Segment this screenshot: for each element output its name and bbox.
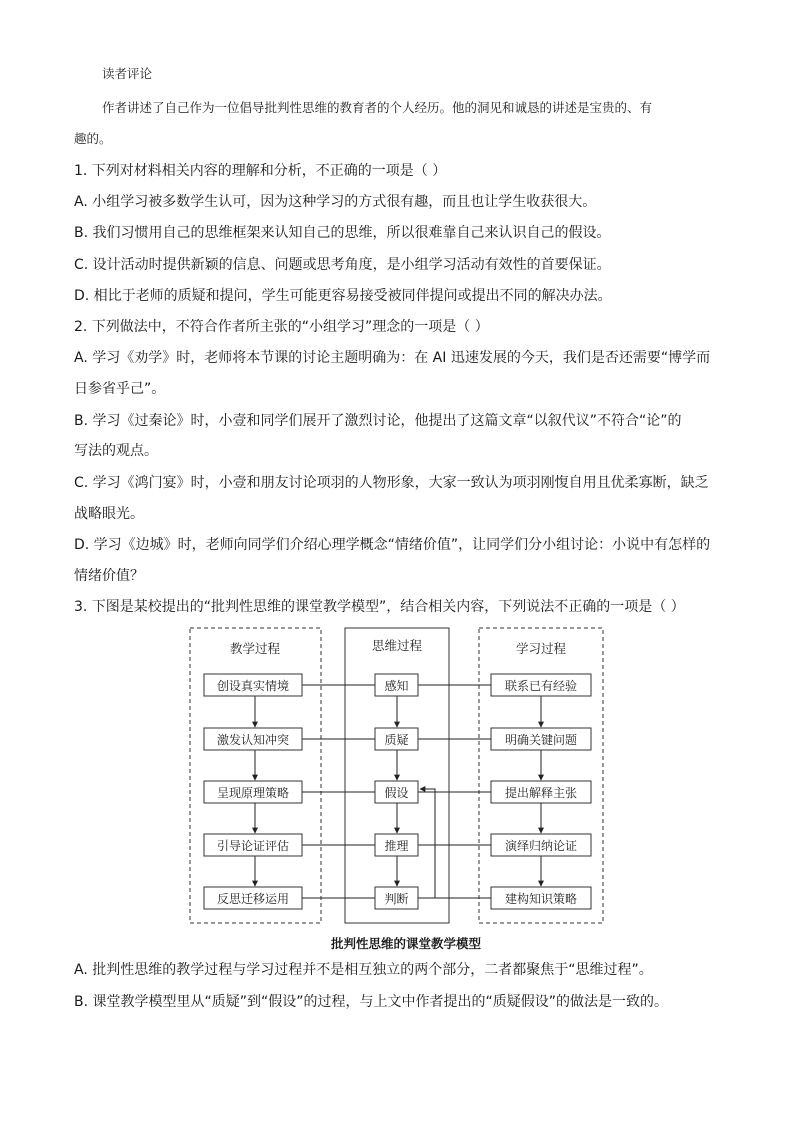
- learning-column-title: 学习过程: [515, 641, 567, 656]
- learning-item: 明确关键问题: [504, 733, 578, 747]
- q1-option-a: A. 小组学习被多数学生认可，因为这种学习的方式很有趣，而且也让学生收获很大。: [74, 194, 597, 210]
- q1-option-d: D. 相比于老师的质疑和提问，学生可能更容易接受被同伴提问或提出不同的解决办法。: [74, 288, 612, 304]
- review-heading: 读者评论: [102, 66, 153, 81]
- thinking-item: 感知: [384, 679, 409, 693]
- learning-item: 演绎归纳论证: [504, 839, 578, 853]
- q3-option-a: A. 批判性思维的教学过程与学习过程并不是相互独立的两个部分，二者都聚焦于“思维过程”。: [74, 962, 653, 978]
- q1-stem: 1. 下列对材料相关内容的理解和分析，不正确的一项是（ ）: [74, 163, 447, 179]
- q3-option-b: B. 课堂教学模型里从“质疑”到“假设”的过程，与上文中作者提出的“质疑假设”的做法是一致的。: [74, 994, 669, 1010]
- q1-option-b: B. 我们习惯用自己的思维框架来认知自己的思维，所以很难靠自己来认识自己的假设。: [74, 225, 611, 241]
- teaching-item: 引导论证评估: [216, 839, 290, 853]
- learning-item: 提出解释主张: [504, 786, 578, 800]
- thinking-column-title: 思维过程: [371, 638, 423, 653]
- thinking-item: 质疑: [384, 733, 409, 747]
- teaching-model-diagram: [185, 624, 610, 929]
- q2-stem: 2. 下列做法中，不符合作者所主张的“小组学习”理念的一项是（ ）: [74, 319, 489, 335]
- q2-option-b-line2: 写法的观点。: [74, 443, 158, 459]
- review-paragraph-line1: 作者讲述了自己作为一位倡导批判性思维的教育者的个人经历。他的洞见和诚恳的讲述是宝贵的、有: [102, 100, 653, 115]
- q2-option-d-line2: 情绪价值？: [74, 568, 144, 584]
- q2-option-a-line1: A. 学习《劝学》时，老师将本节课的讨论主题明确为：在 AI 迅速发展的今天，我们是否还需要“博学而: [74, 350, 711, 366]
- learning-item: 联系已有经验: [504, 679, 578, 693]
- q2-option-a-line2: 日参省乎己”。: [74, 381, 166, 397]
- learning-item: 建构知识策略: [504, 892, 578, 906]
- q2-option-c-line2: 战略眼光。: [74, 506, 144, 522]
- teaching-item: 呈现原理策略: [216, 786, 290, 800]
- teaching-item: 创设真实情境: [216, 679, 290, 693]
- q2-option-b-line1: B. 学习《过秦论》时，小壹和同学们展开了激烈讨论，他提出了这篇文章“以叙代议”不符合“论”的: [74, 413, 682, 429]
- diagram-caption: 批判性思维的课堂教学模型: [331, 936, 482, 951]
- thinking-item: 判断: [384, 892, 409, 906]
- q1-option-c: C. 设计活动时提供新颖的信息、问题或思考角度，是小组学习活动有效性的首要保证。: [74, 257, 611, 273]
- q2-option-d-line1: D. 学习《边城》时，老师向同学们介绍心理学概念“情绪价值”，让同学们分小组讨论：小说中有怎样的: [74, 537, 711, 553]
- q3-stem: 3. 下图是某校提出的“批判性思维的课堂教学模型”，结合相关内容，下列说法不正确的一项是（ ）: [74, 599, 685, 615]
- teaching-items: [204, 674, 302, 909]
- thinking-item: 假设: [384, 786, 409, 800]
- thinking-item: 推理: [384, 839, 409, 853]
- teaching-item: 激发认知冲突: [216, 733, 290, 747]
- review-paragraph-line2: 趣的。: [74, 131, 112, 146]
- teaching-column-title: 教学过程: [229, 641, 281, 656]
- feedback-loop-arrow: [418, 789, 435, 898]
- q2-option-c-line1: C. 学习《鸿门宴》时，小壹和朋友讨论项羽的人物形象，大家一致认为项羽刚愎自用且优柔寡断，缺乏: [74, 475, 709, 491]
- teaching-item: 反思迁移运用: [216, 892, 290, 906]
